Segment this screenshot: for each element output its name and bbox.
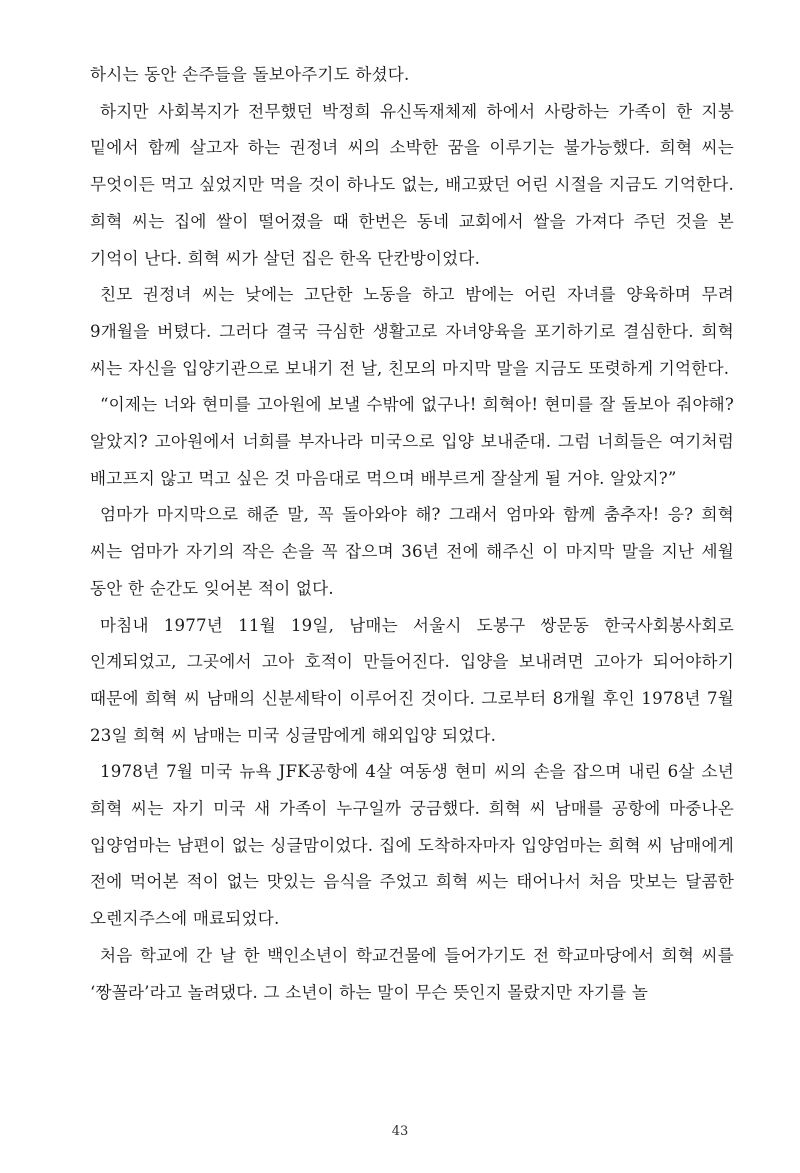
paragraph: 엄마가 마지막으로 해준 말, 꼭 돌아와야 해? 그래서 엄마와 함께 춤추자! 응? 희혁 씨는 엄마가 자기의 작은 손을 꼭 잡으며 36년 전에 해주신 이 마지막 말을 지난 세월 동안 한 순간도 잊어본 적이 없다. [90,505,734,598]
body-text [90,57,734,1011]
paragraph-continued: 하시는 동안 손주들을 돌보아주기도 하셨다. [90,65,410,84]
paragraph: 마침내 1977년 11월 19일, 남매는 서울시 도봉구 쌍문동 한국사회봉사회로 인계되었고, 그곳에서 고아 호적이 만들어진다. 입양을 보내려면 고아가 되어야하기 때문에 희혁 씨 남매의 신분세탁이 이루어진 것이다. 그로부터 8개월 후인 1978년 7월 23일 희혁 씨 남매는 미국 싱글맘에게 해외입양 되었다. [90,615,734,745]
paragraph: 1978년 7월 미국 뉴욕 JFK공항에 4살 여동생 현미 씨의 손을 잡으며 내린 6살 소년 희혁 씨는 자기 미국 새 가족이 누구일까 궁금했다. 희혁 씨 남매를 공항에 마중나온 입양엄마는 남편이 없는 싱글맘이었다. 집에 도착하자마자 입양엄마는 희혁 씨 남매에게 전에 먹어본 적이 없는 맛있는 음식을 주었고 희혁 씨는 태어나서 처음 맛보는 달콤한 오렌지주스에 매료되었다. [90,762,734,929]
paragraph: 하지만 사회복지가 전무했던 박정희 유신독재체제 하에서 사랑하는 가족이 한 지붕 밑에서 함께 살고자 하는 권정녀 씨의 소박한 꿈을 이루기는 불가능했다. 희혁 씨는 무엇이든 먹고 싶었지만 먹을 것이 하나도 없는, 배고팠던 어린 시절을 지금도 기억한다. 희혁 씨는 집에 쌀이 떨어졌을 때 한번은 동네 교회에서 쌀을 가져다 주던 것을 본 기억이 난다. 희혁 씨가 살던 집은 한옥 단칸방이었다. [90,101,734,268]
quote-paragraph: “이제는 너와 현미를 고아원에 보낼 수밖에 없구나! 희혁아! 현미를 잘 돌보아 줘야해? 알았지? 고아원에서 너희를 부자나라 미국으로 입양 보내준대. 그럼 너희들은 여기처럼 배고프지 않고 먹고 싶은 것 마음대로 먹으며 배부르게 잘살게 될 거야. 알았지?” [90,395,734,488]
page-number: 43 [391,1124,409,1139]
paragraph: 친모 권정녀 씨는 낮에는 고단한 노동을 하고 밤에는 어린 자녀를 양육하며 무려 9개월을 버텼다. 그러다 결국 극심한 생활고로 자녀양육을 포기하기로 결심한다. 희혁 씨는 자신을 입양기관으로 보내기 전 날, 친모의 마지막 말을 지금도 또렷하게 기억한다. [90,285,734,378]
paragraph: 처음 학교에 간 날 한 백인소년이 학교건물에 들어가기도 전 학교마당에서 희혁 씨를 ‘짱꼴라’라고 놀려댔다. 그 소년이 하는 말이 무슨 뜻인지 몰랐지만 자기를 놀 [90,945,734,1002]
